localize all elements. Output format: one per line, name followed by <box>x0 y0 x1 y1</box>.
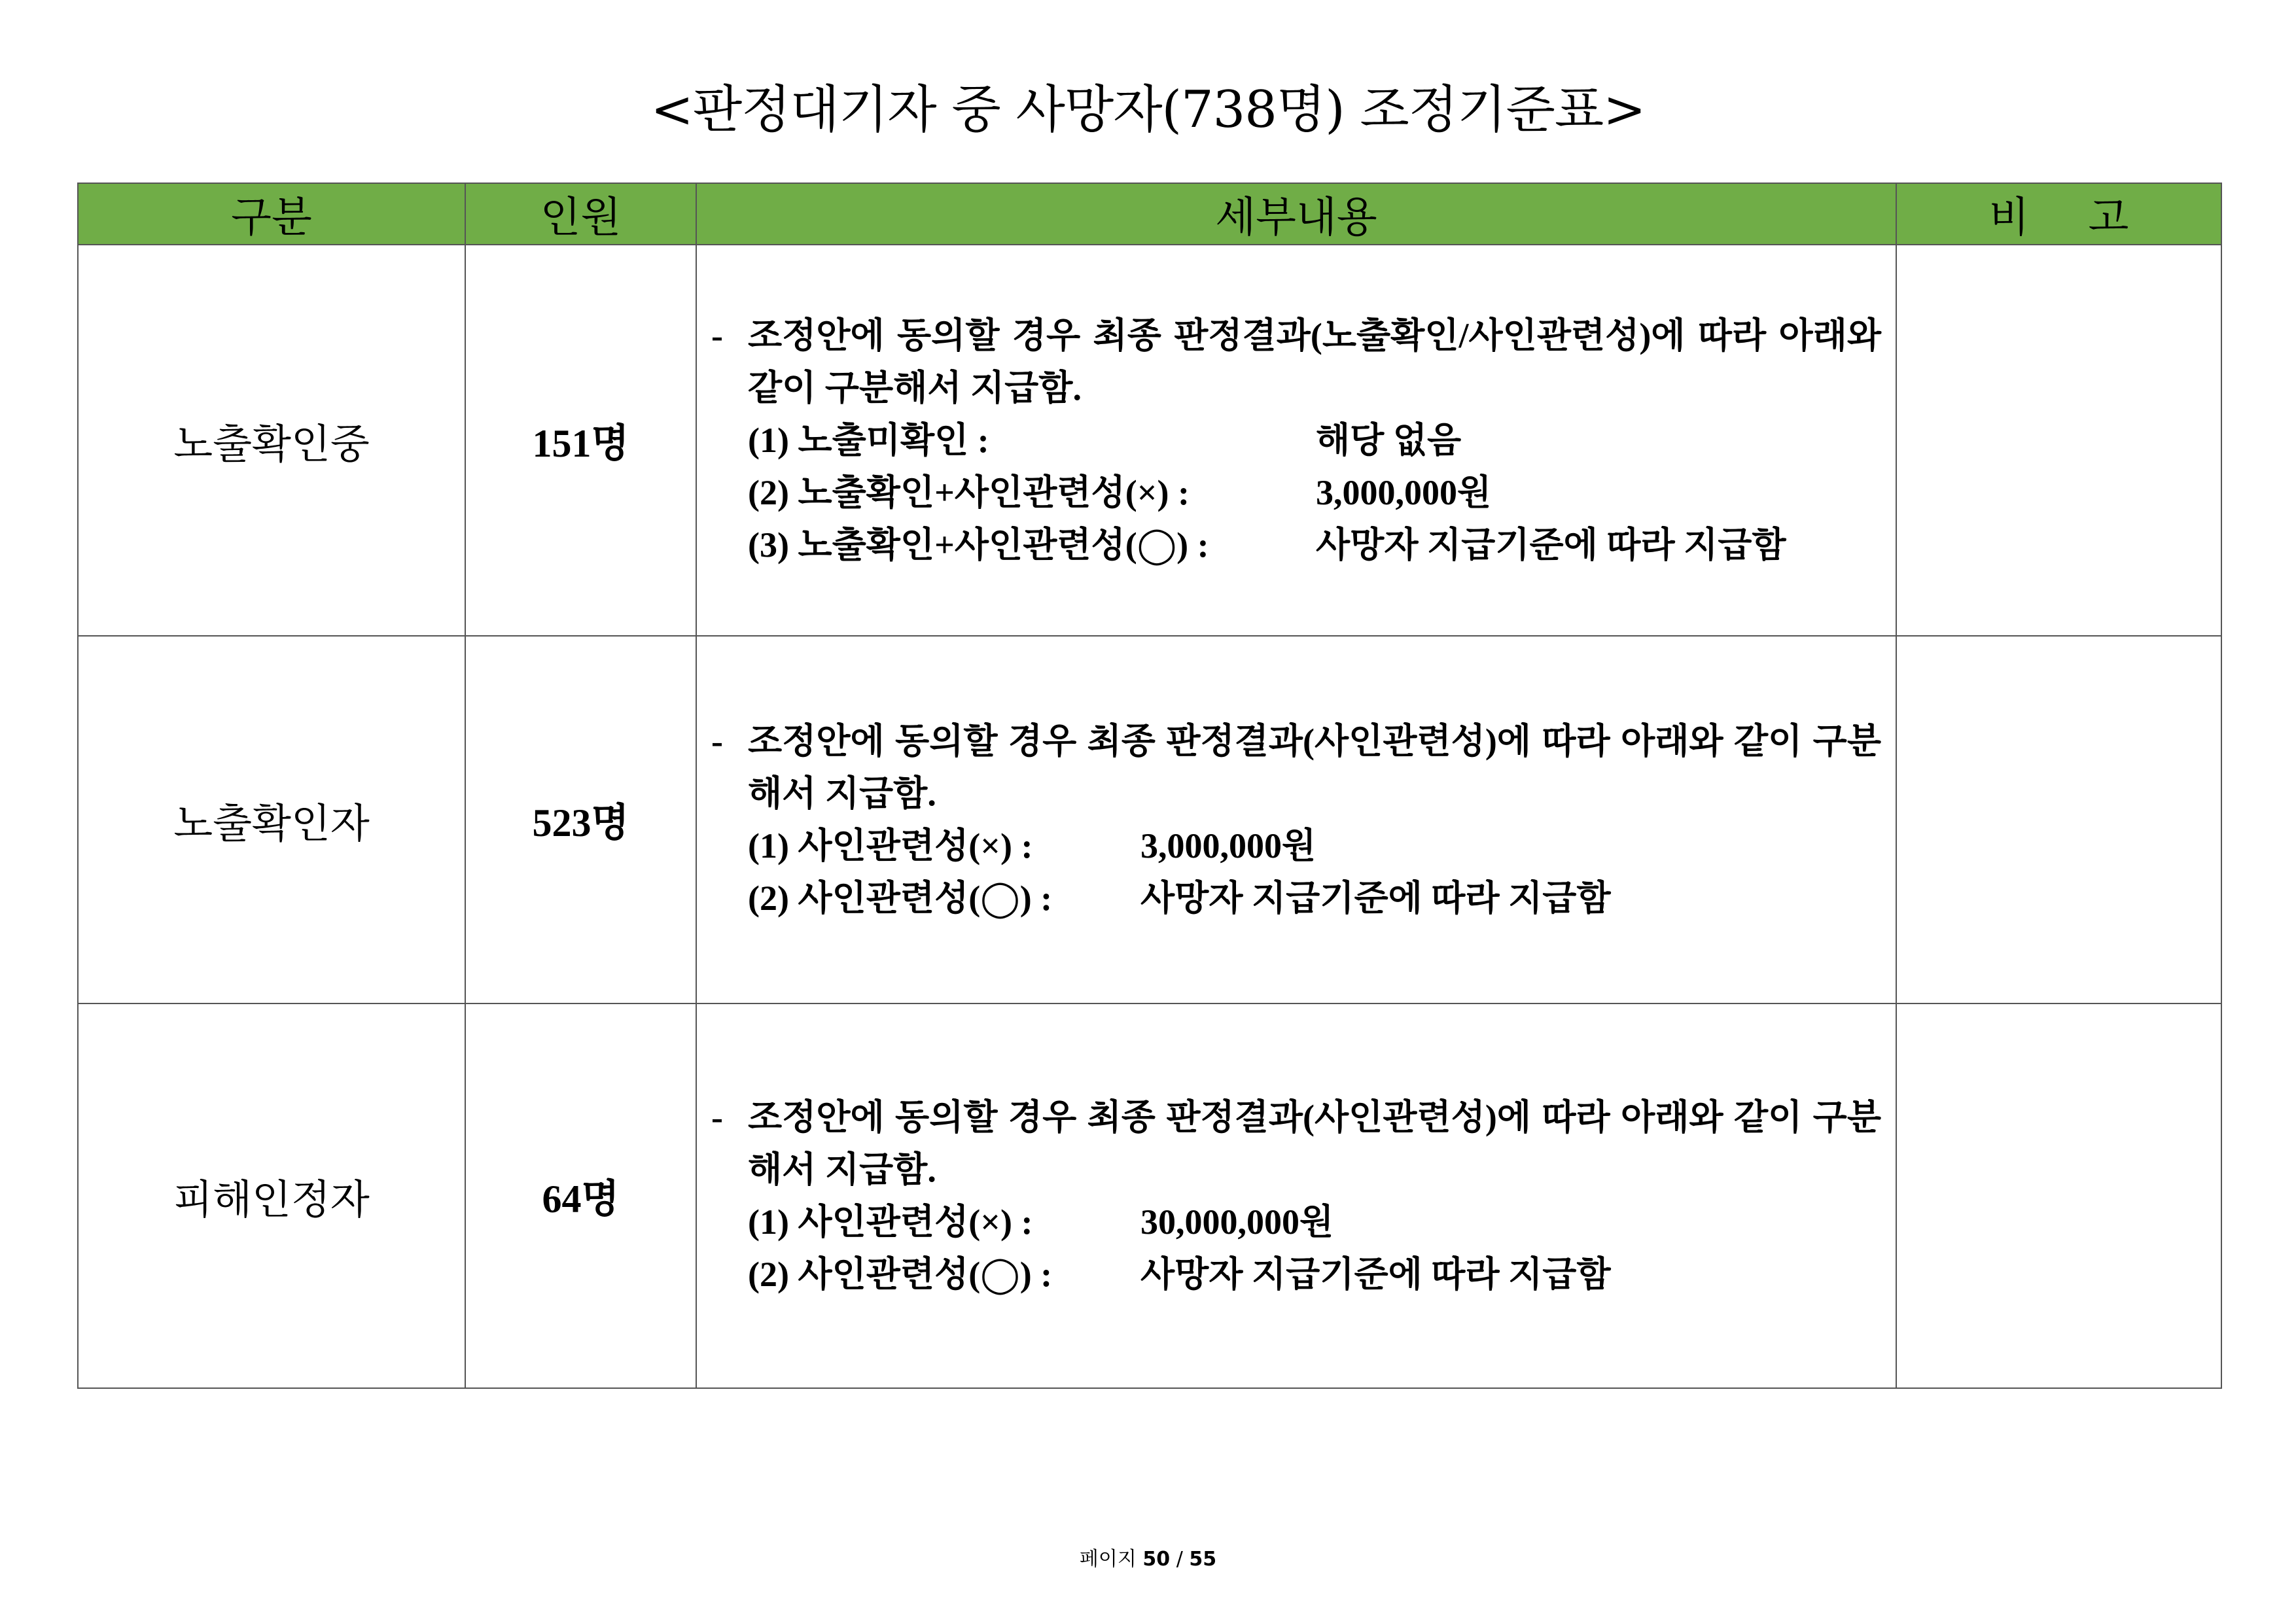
footer-current-page: 50 <box>1142 1548 1171 1571</box>
detail-intro <box>711 309 1881 414</box>
footer-separator: / <box>1176 1548 1183 1571</box>
option-label: (1) 사인관련성(×) : <box>748 1202 1033 1242</box>
detail-option <box>711 872 1881 924</box>
option-value: 3,000,000원 <box>1140 826 1316 865</box>
detail-intro-text: 조정안에 동의할 경우 최종 판정결과(사인관련성)에 따라 아래와 같이 구분해서 지급함. <box>748 722 1881 813</box>
dash-marker: - <box>711 316 723 355</box>
row-category: 노출확인중 <box>78 245 465 636</box>
table-row <box>78 1003 2221 1388</box>
row-detail <box>696 245 1896 636</box>
option-value: 30,000,000원 <box>1140 1202 1334 1242</box>
table-header-row <box>78 183 2221 245</box>
option-value: 사망자 지급기준에 따라 지급함 <box>1140 1255 1611 1294</box>
detail-option <box>711 1248 1881 1300</box>
detail-intro-text: 조정안에 동의할 경우 최종 판정결과(사인관련성)에 따라 아래와 같이 구분해서 지급함. <box>748 1098 1881 1189</box>
row-detail <box>696 1003 1896 1388</box>
header-detail: 세부내용 <box>696 183 1896 245</box>
row-count: 523명 <box>465 636 696 1003</box>
row-detail <box>696 636 1896 1003</box>
detail-option <box>711 1196 1881 1248</box>
option-value: 사망자 지급기준에 따라 지급함 <box>1140 879 1611 918</box>
row-count: 64명 <box>465 1003 696 1388</box>
detail-option <box>711 414 1881 466</box>
detail-option <box>711 820 1881 872</box>
row-category: 피해인정자 <box>78 1003 465 1388</box>
table-row <box>78 636 2221 1003</box>
header-category: 구분 <box>78 183 465 245</box>
footer-prefix: 페이지 <box>1079 1548 1137 1571</box>
option-label: (1) 사인관련성(×) : <box>748 826 1033 865</box>
document-title: <판정대기자 중 사망자(738명) 조정기준표> <box>650 80 1646 139</box>
detail-intro <box>711 1091 1881 1196</box>
detail-option <box>711 466 1881 519</box>
detail-intro <box>711 715 1881 820</box>
table-row <box>78 245 2221 636</box>
dash-marker: - <box>711 1098 723 1137</box>
dash-marker: - <box>711 722 723 761</box>
option-label: (2) 노출확인+사인관련성(×) : <box>748 473 1190 512</box>
option-label: (3) 노출확인+사인관련성(◯) : <box>748 525 1209 565</box>
footer-total-pages: 55 <box>1189 1548 1217 1571</box>
adjustment-criteria-table <box>77 183 2222 1389</box>
option-label: (2) 사인관련성(◯) : <box>748 1255 1053 1294</box>
row-category: 노출확인자 <box>78 636 465 1003</box>
row-note <box>1896 636 2221 1003</box>
page-footer <box>0 1546 2296 1573</box>
row-count: 151명 <box>465 245 696 636</box>
option-value: 사망자 지급기준에 따라 지급함 <box>1316 525 1786 565</box>
header-note: 비고 <box>1896 183 2221 245</box>
detail-option <box>711 519 1881 571</box>
option-label: (2) 사인관련성(◯) : <box>748 879 1053 918</box>
row-note <box>1896 1003 2221 1388</box>
option-label: (1) 노출미확인 : <box>748 421 989 460</box>
option-value: 해당 없음 <box>1316 421 1462 460</box>
row-note <box>1896 245 2221 636</box>
detail-intro-text: 조정안에 동의할 경우 최종 판정결과(노출확인/사인관련성)에 따라 아래와 같이 구분해서 지급함. <box>748 316 1881 408</box>
option-value: 3,000,000원 <box>1316 473 1492 512</box>
header-count: 인원 <box>465 183 696 245</box>
